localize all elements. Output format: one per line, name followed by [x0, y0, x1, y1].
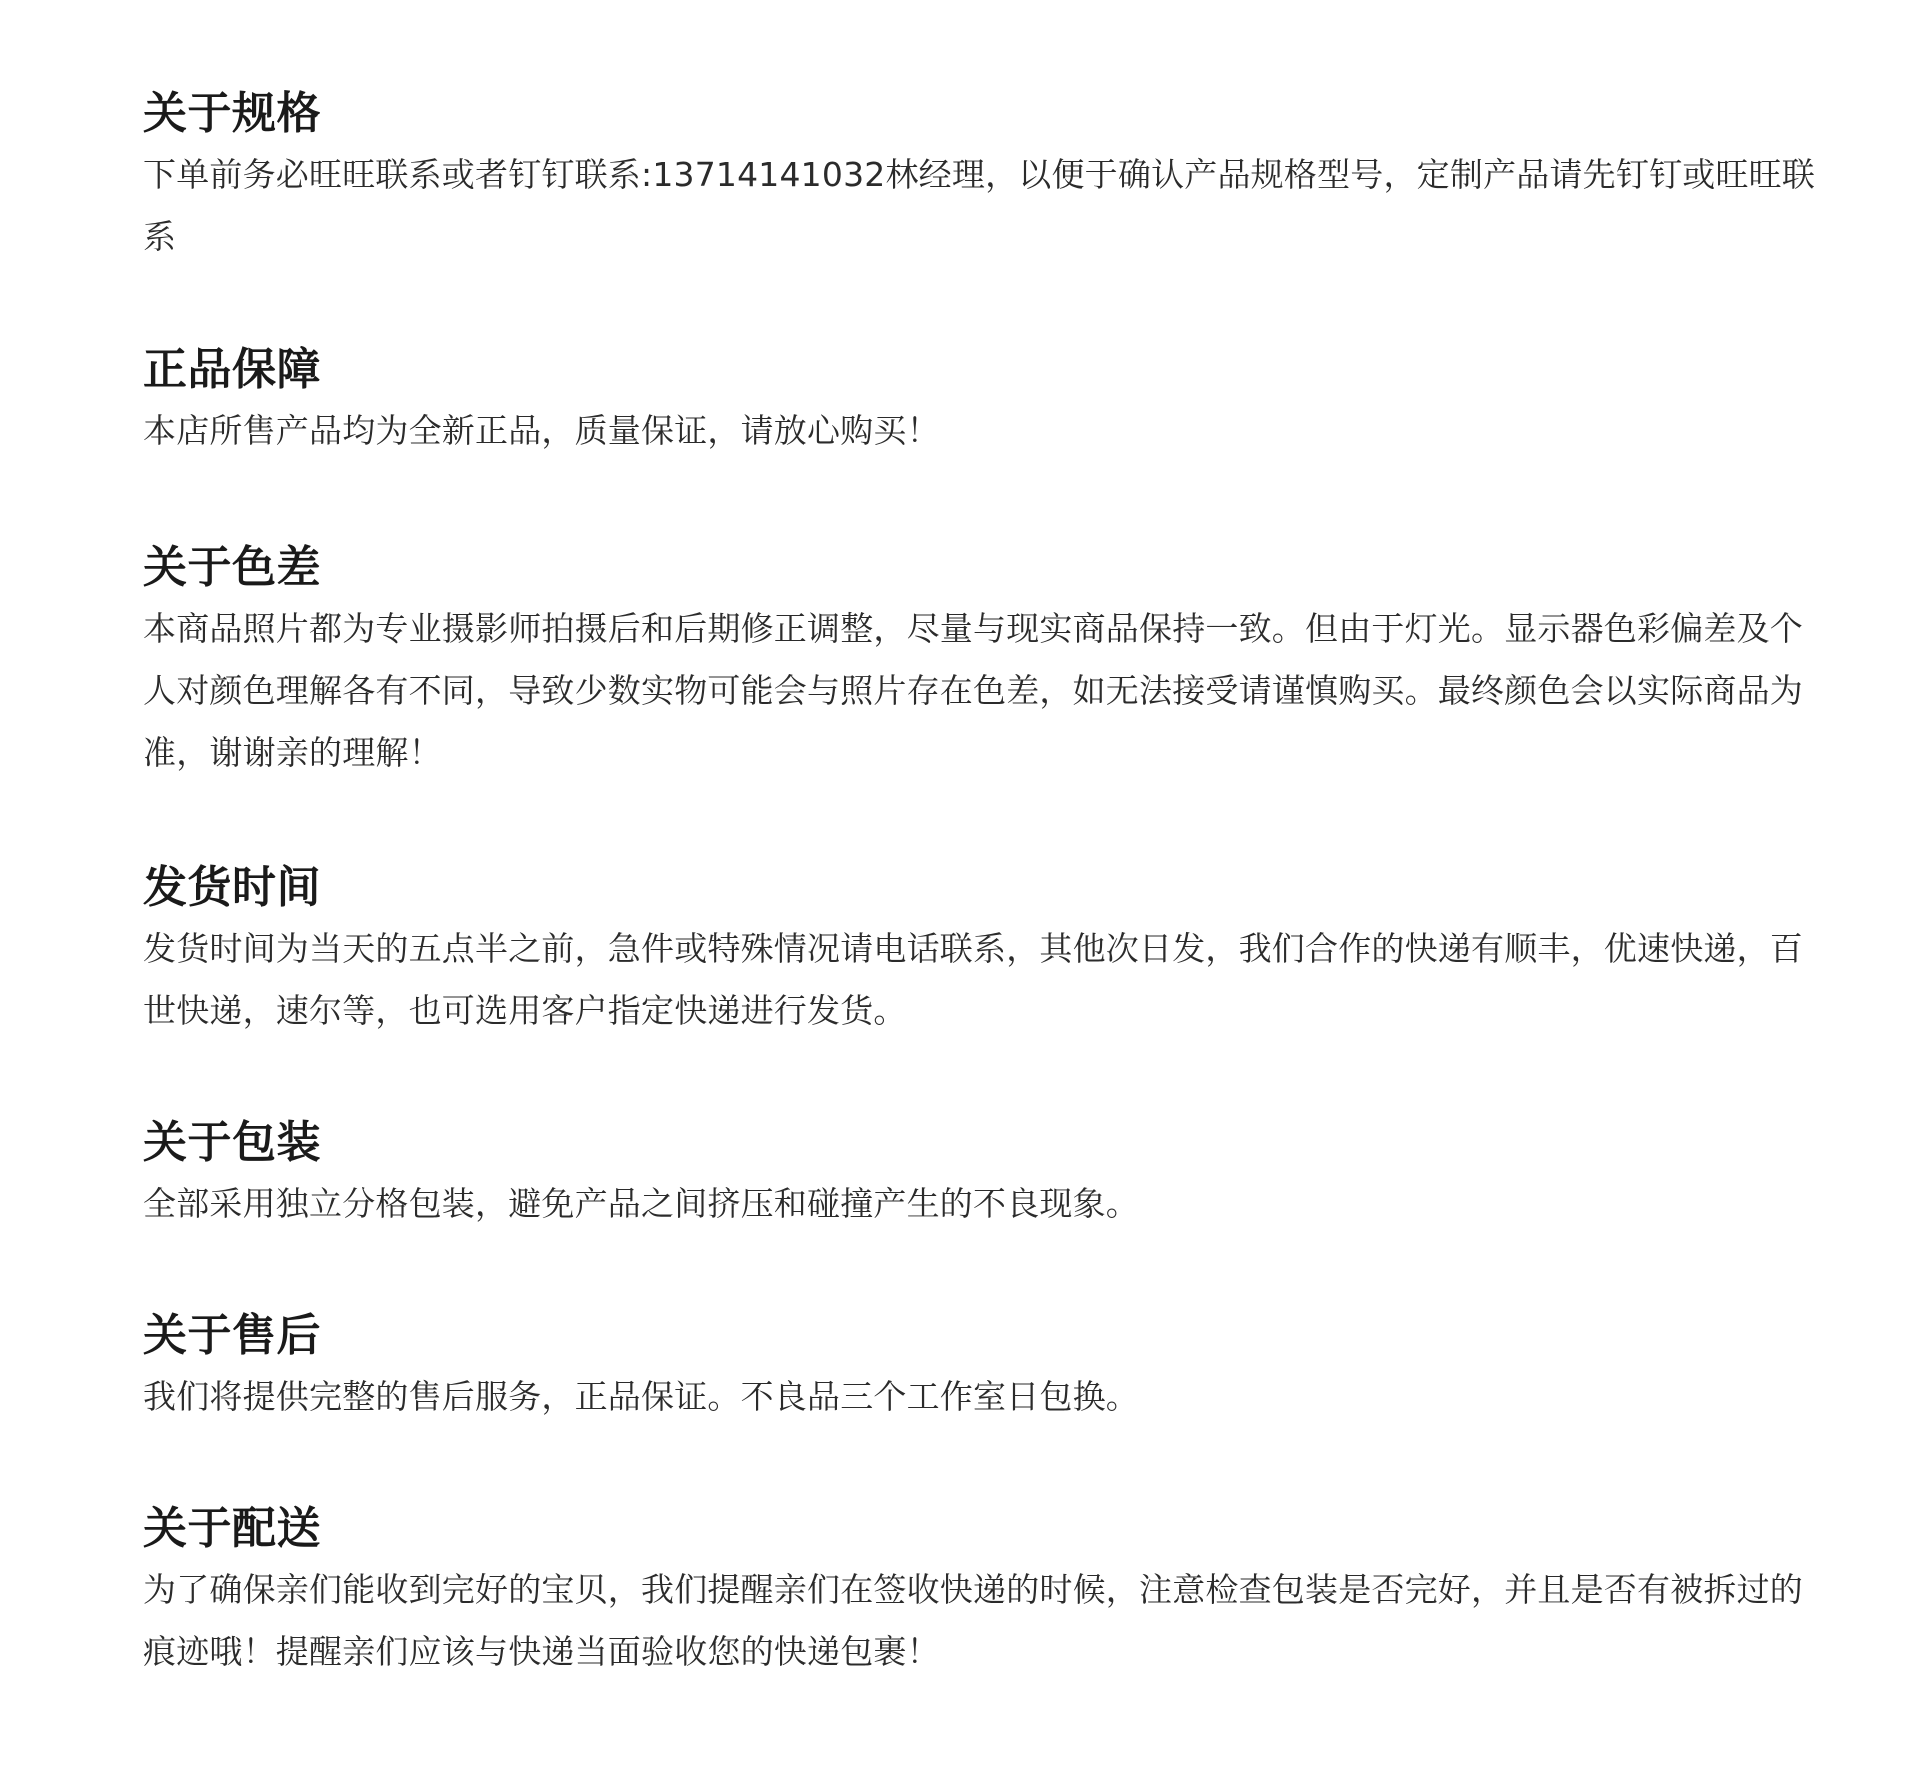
section-title: 正品保障	[143, 344, 321, 395]
section-title: 关于规格	[143, 88, 321, 139]
section-specification	[143, 84, 1823, 268]
section-after-sales	[143, 1306, 1823, 1428]
section-body: 我们将提供完整的售后服务，正品保证。不良品三个工作室日包换。	[143, 1377, 1139, 1416]
section-packaging	[143, 1113, 1823, 1235]
section-body: 全部采用独立分格包装，避免产品之间挤压和碰撞产生的不良现象。	[143, 1184, 1139, 1223]
section-title: 关于配送	[143, 1503, 321, 1554]
section-delivery	[143, 1499, 1823, 1683]
section-title: 关于售后	[143, 1310, 321, 1361]
section-body: 本店所售产品均为全新正品，质量保证，请放心购买！	[143, 411, 940, 450]
section-title: 发货时间	[143, 862, 321, 913]
section-body: 下单前务必旺旺联系或者钉钉联系:13714141032林经理，以便于确认产品规格型号，定制产品请先钉钉或旺旺联系	[143, 155, 1816, 256]
section-body: 本商品照片都为专业摄影师拍摄后和后期修正调整，尽量与现实商品保持一致。但由于灯光。显示器色彩偏差及个人对颜色理解各有不同，导致少数实物可能会与照片存在色差，如无法接受请谨慎购买。最终颜色会以实际商品为准，谢谢亲的理解！	[143, 609, 1803, 772]
section-color-difference	[143, 538, 1823, 784]
section-body: 发货时间为当天的五点半之前，急件或特殊情况请电话联系，其他次日发，我们合作的快递有顺丰，优速快递，百世快递，速尔等，也可选用客户指定快递进行发货。	[143, 929, 1803, 1030]
section-authenticity	[143, 340, 1823, 462]
section-title: 关于色差	[143, 542, 321, 593]
section-body: 为了确保亲们能收到完好的宝贝，我们提醒亲们在签收快递的时候，注意检查包装是否完好，并且是否有被拆过的痕迹哦！提醒亲们应该与快递当面验收您的快递包裹！	[143, 1570, 1803, 1671]
section-shipping-time	[143, 858, 1823, 1042]
section-title: 关于包装	[143, 1117, 321, 1168]
